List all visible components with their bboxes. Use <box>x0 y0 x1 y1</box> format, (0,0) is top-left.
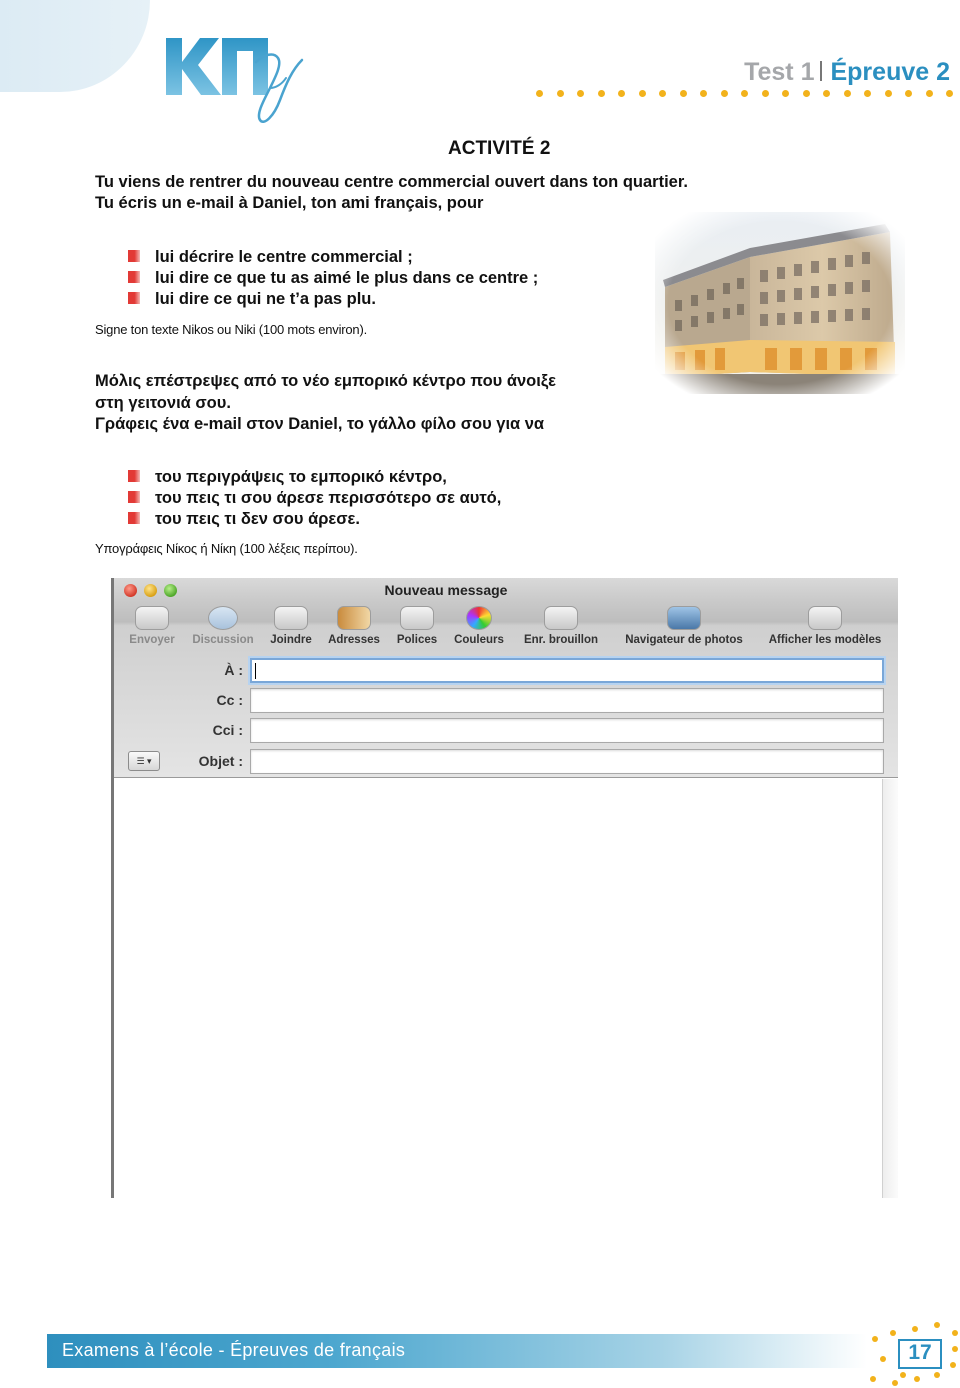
gr-bullet-item <box>128 488 501 509</box>
fr-intro-line-1: Tu viens de rentrer du nouveau centre commercial ouvert dans ton quartier. <box>95 173 688 191</box>
header-dots <box>536 90 958 100</box>
window-title: Nouveau message <box>384 582 508 598</box>
save-draft-button[interactable] <box>516 604 606 652</box>
message-header-area <box>114 578 898 778</box>
bullet-square-icon <box>128 491 140 503</box>
decorative-dot <box>823 90 830 97</box>
decorative-dot <box>721 90 728 97</box>
decorative-dot <box>680 90 687 97</box>
decorative-dot <box>952 1330 958 1336</box>
addresses-button[interactable] <box>324 604 384 652</box>
decorative-dot <box>926 90 933 97</box>
fr-signature-note: Signe ton texte Nikos ou Niki (100 mots environ). <box>95 322 367 337</box>
epreuve-number: Épreuve 2 <box>830 58 950 86</box>
mail-toolbar <box>114 604 898 652</box>
paperclip-icon <box>274 606 308 630</box>
decorative-dot <box>864 90 871 97</box>
decorative-dot <box>934 1372 940 1378</box>
gr-bullet-list <box>128 467 501 530</box>
decorative-dot <box>700 90 707 97</box>
activity-title: ACTIVITÉ 2 <box>448 138 551 159</box>
decorative-dot <box>557 90 564 97</box>
gr-intro-line-3: Γράφεις ένα e-mail στον Daniel, το γάλλο φίλο σου για να <box>95 415 545 433</box>
kp-logo <box>160 28 310 128</box>
fonts-button[interactable] <box>392 604 442 652</box>
page-number: 17 <box>908 1341 932 1364</box>
to-row <box>114 658 898 684</box>
footer-title: Examens à l’école - Épreuves de français <box>62 1340 406 1360</box>
colors-label: Couleurs <box>454 634 504 646</box>
cc-label: Cc : <box>216 692 243 708</box>
address-book-icon <box>337 606 371 630</box>
show-templates-button[interactable] <box>760 604 890 652</box>
send-button[interactable] <box>122 604 182 652</box>
gr-intro-line-1: Μόλις επέστρεψες από το νέο εμπορικό κέντρο που άνοιξε <box>95 372 557 390</box>
bullet-square-icon <box>128 512 140 524</box>
gr-bullet-text: του περιγράψεις το εμπορικό κέντρο, <box>155 468 447 486</box>
photo-browser-label: Navigateur de photos <box>625 634 743 646</box>
fr-bullet-text: lui dire ce qui ne t’a pas plu. <box>155 290 376 308</box>
decorative-dot <box>598 90 605 97</box>
message-body[interactable] <box>114 779 898 1198</box>
decorative-dot <box>618 90 625 97</box>
cc-row <box>114 688 898 714</box>
decorative-dot <box>782 90 789 97</box>
save-draft-label: Enr. brouillon <box>523 634 599 646</box>
bullet-square-icon <box>128 292 140 304</box>
bullet-square-icon <box>128 470 140 482</box>
new-message-window <box>111 578 898 1198</box>
decorative-dot <box>844 90 851 97</box>
color-wheel-icon <box>466 606 492 630</box>
gr-bullet-text: του πεις τι σου άρεσε περισσότερο σε αυτό, <box>155 489 502 507</box>
decorative-dot <box>639 90 646 97</box>
decorative-dot <box>950 1362 956 1368</box>
attach-button[interactable] <box>264 604 318 652</box>
to-field[interactable] <box>250 658 884 683</box>
attach-label: Joindre <box>270 634 312 646</box>
decorative-dot <box>934 1322 940 1328</box>
speech-bubble-icon <box>208 606 238 630</box>
shopping-centre-photo <box>655 212 905 394</box>
decorative-dot <box>870 1376 876 1382</box>
fr-bullet-item <box>128 268 538 289</box>
subject-label: Objet : <box>198 753 243 769</box>
decorative-dot <box>890 1330 896 1336</box>
gr-bullet-item <box>128 509 501 530</box>
decorative-dot <box>577 90 584 97</box>
subject-field[interactable] <box>250 749 884 774</box>
bullet-square-icon <box>128 271 140 283</box>
subject-row <box>114 749 898 775</box>
bullet-square-icon <box>128 250 140 262</box>
templates-icon <box>808 606 842 630</box>
decorative-dot <box>946 90 953 97</box>
font-icon <box>400 606 434 630</box>
format-dropdown[interactable]: ☰ ▾ <box>128 751 160 771</box>
discussion-button[interactable] <box>186 604 260 652</box>
gr-bullet-text: του πεις τι δεν σου άρεσε. <box>155 510 360 528</box>
decorative-dot <box>905 90 912 97</box>
decorative-dot <box>536 90 543 97</box>
gr-bullet-item <box>128 467 501 488</box>
test-number: Test 1 <box>744 58 815 86</box>
addresses-label: Adresses <box>328 634 380 646</box>
gr-intro-line-2: στη γειτονιά σου. <box>95 394 231 412</box>
send-label: Envoyer <box>129 634 175 646</box>
text-caret <box>255 663 256 679</box>
decorative-dot <box>912 1326 918 1332</box>
decorative-dot <box>803 90 810 97</box>
paper-plane-icon <box>135 606 169 630</box>
show-templates-label: Afficher les modèles <box>768 634 882 646</box>
fr-bullet-text: lui dire ce que tu as aimé le plus dans ce centre ; <box>155 269 539 287</box>
decorative-dot <box>952 1346 958 1352</box>
decorative-dot <box>914 1376 920 1382</box>
decorative-dot <box>762 90 769 97</box>
draft-icon <box>544 606 578 630</box>
to-label: À : <box>224 662 243 678</box>
test-heading <box>744 58 950 87</box>
heading-separator <box>820 61 822 81</box>
photo-browser-icon <box>667 606 701 630</box>
fr-bullet-item <box>128 247 538 268</box>
gr-signature-note: Υπογράφεις Νίκος ή Νίκη (100 λέξεις περίπου). <box>95 541 358 556</box>
decorative-dot <box>892 1380 898 1386</box>
fr-bullet-list <box>128 247 538 310</box>
fr-bullet-text: lui décrire le centre commercial ; <box>155 248 413 266</box>
bcc-label: Cci : <box>212 722 243 738</box>
decorative-dot <box>885 90 892 97</box>
fonts-label: Polices <box>396 634 438 646</box>
colors-button[interactable] <box>450 604 508 652</box>
header-corner-band <box>0 0 150 92</box>
fr-intro-line-2: Tu écris un e-mail à Daniel, ton ami français, pour <box>95 194 484 212</box>
decorative-dot <box>872 1336 878 1342</box>
decorative-dot <box>880 1356 886 1362</box>
decorative-dot <box>741 90 748 97</box>
bcc-field[interactable] <box>250 718 884 743</box>
fr-bullet-item <box>128 289 538 310</box>
photo-browser-button[interactable] <box>616 604 752 652</box>
discussion-label: Discussion <box>192 634 254 646</box>
decorative-dot <box>659 90 666 97</box>
bcc-row <box>114 718 898 744</box>
cc-field[interactable] <box>250 688 884 713</box>
decorative-dot <box>900 1372 906 1378</box>
